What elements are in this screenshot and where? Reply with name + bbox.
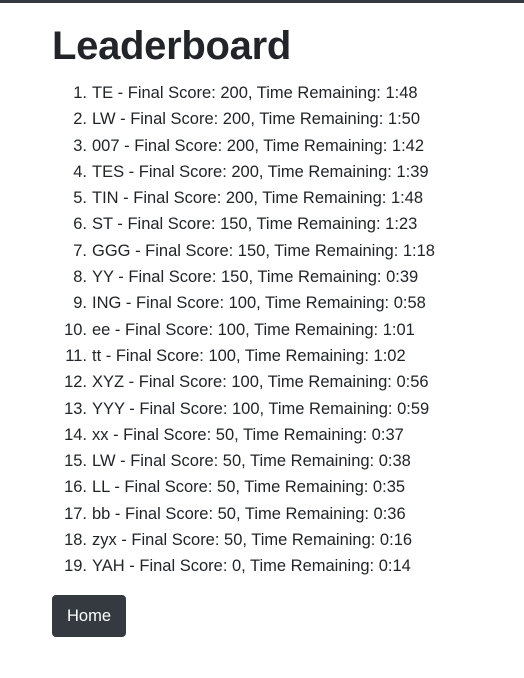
list-item-text: LW - Final Score: 50, Time Remaining: 0:38 bbox=[92, 452, 411, 471]
list-item-rank: 9. bbox=[73, 294, 87, 313]
list-item-rank: 5. bbox=[73, 189, 87, 208]
list-item bbox=[52, 527, 512, 553]
list-item-rank: 19. bbox=[64, 557, 87, 576]
list-item-rank: 6. bbox=[73, 215, 87, 234]
list-item bbox=[52, 396, 512, 422]
list-item-text: GGG - Final Score: 150, Time Remaining: 1:18 bbox=[92, 241, 435, 260]
list-item bbox=[52, 159, 512, 185]
list-item bbox=[52, 369, 512, 395]
list-item-rank: 4. bbox=[73, 162, 87, 181]
list-item bbox=[52, 448, 512, 474]
list-item-rank: 1. bbox=[73, 84, 87, 102]
list-item bbox=[52, 317, 512, 343]
list-item-text: LL - Final Score: 50, Time Remaining: 0:35 bbox=[92, 478, 406, 497]
list-item-text: tt - Final Score: 100, Time Remaining: 1:02 bbox=[92, 346, 406, 365]
page-title: Leaderboard bbox=[52, 24, 291, 68]
list-item-rank: 16. bbox=[64, 478, 87, 497]
list-item-text: XYZ - Final Score: 100, Time Remaining: 0:56 bbox=[92, 373, 429, 392]
list-item-text: YYY - Final Score: 100, Time Remaining: 0:59 bbox=[92, 399, 430, 418]
list-item bbox=[52, 553, 512, 579]
list-item-text: YAH - Final Score: 0, Time Remaining: 0:14 bbox=[92, 557, 411, 576]
list-item bbox=[52, 185, 512, 211]
list-item-text: ING - Final Score: 100, Time Remaining: 0:58 bbox=[92, 294, 426, 313]
list-item-text: xx - Final Score: 50, Time Remaining: 0:37 bbox=[92, 425, 404, 444]
list-item bbox=[52, 501, 512, 527]
list-item-text: ST - Final Score: 150, Time Remaining: 1:23 bbox=[92, 215, 418, 234]
list-item-rank: 3. bbox=[73, 136, 87, 155]
list-item-rank: 13. bbox=[64, 399, 87, 418]
list-item-rank: 18. bbox=[64, 531, 87, 550]
list-item bbox=[52, 106, 512, 132]
list-item-text: TIN - Final Score: 200, Time Remaining: 1:48 bbox=[92, 189, 424, 208]
list-item-rank: 12. bbox=[64, 373, 87, 392]
list-item-rank: 10. bbox=[64, 320, 87, 339]
list-item bbox=[52, 474, 512, 500]
leaderboard-container bbox=[52, 22, 512, 637]
list-item bbox=[52, 238, 512, 264]
list-item-text: zyx - Final Score: 50, Time Remaining: 0:16 bbox=[92, 531, 413, 550]
list-item-text: LW - Final Score: 200, Time Remaining: 1:50 bbox=[92, 110, 421, 129]
list-item-text: TE - Final Score: 200, Time Remaining: 1:48 bbox=[92, 84, 418, 102]
top-border bbox=[0, 0, 524, 3]
list-item bbox=[52, 133, 512, 159]
leaderboard-list bbox=[52, 80, 512, 580]
list-item-text: YY - Final Score: 150, Time Remaining: 0:39 bbox=[92, 268, 419, 287]
list-item-rank: 8. bbox=[73, 268, 87, 287]
list-item bbox=[52, 343, 512, 369]
list-item-rank: 15. bbox=[64, 452, 87, 471]
list-item-rank: 7. bbox=[73, 241, 87, 260]
list-item-text: ee - Final Score: 100, Time Remaining: 1:01 bbox=[92, 320, 415, 339]
list-item bbox=[52, 80, 512, 106]
list-item bbox=[52, 290, 512, 316]
list-item-text: TES - Final Score: 200, Time Remaining: 1:39 bbox=[92, 162, 429, 181]
list-item-rank: 11. bbox=[65, 346, 87, 365]
list-item-rank: 2. bbox=[73, 110, 87, 129]
list-item bbox=[52, 211, 512, 237]
list-item-rank: 17. bbox=[64, 504, 87, 523]
home-button[interactable]: Home bbox=[52, 595, 126, 637]
list-item-text: bb - Final Score: 50, Time Remaining: 0:36 bbox=[92, 504, 406, 523]
list-item bbox=[52, 264, 512, 290]
list-item-rank: 14. bbox=[64, 425, 87, 444]
list-item bbox=[52, 422, 512, 448]
list-item-text: 007 - Final Score: 200, Time Remaining: 1:42 bbox=[92, 136, 425, 155]
